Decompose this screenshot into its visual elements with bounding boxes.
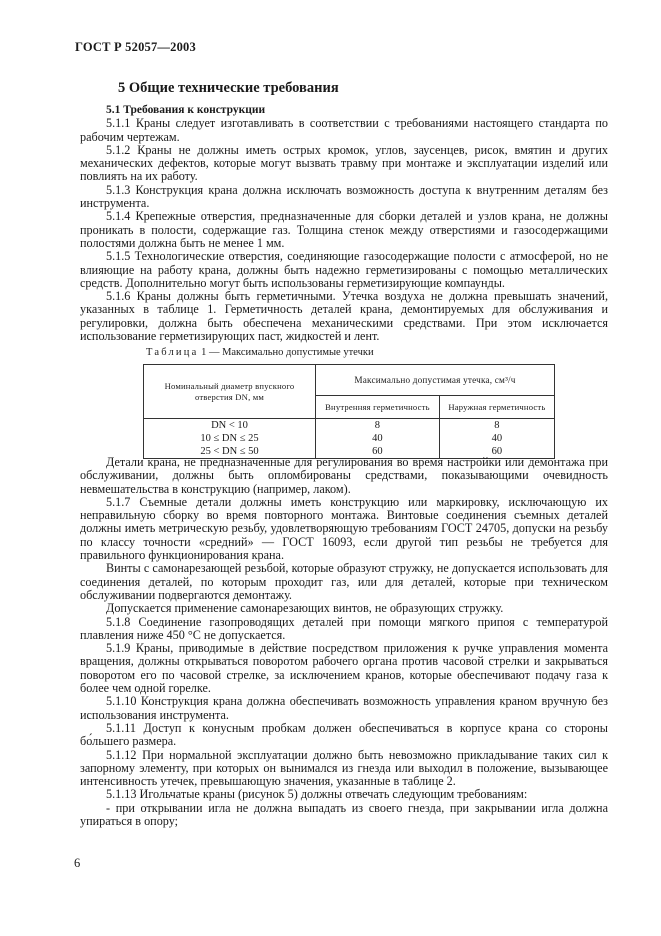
cell-external: 8 — [439, 419, 554, 433]
col-header-dn: Номинальный диаметр впускного отверстия DN, мм — [144, 365, 316, 419]
paragraph: 5.1.12 При нормальной эксплуатации должно быть невозможно прикладывание таких сил к запорному элементу, при которых он вынимался из гнезда или выходил в положение, вызывающее интенсивность утечек, превышающую значения, указанные в таблице 2. — [80, 747, 608, 789]
cell-dn: DN < 10 — [144, 419, 316, 433]
col-header-external: Наружная герметичность — [439, 396, 554, 419]
col-header-leakage: Максимально допустимая утечка, см³/ч — [316, 365, 555, 396]
body-text-bottom — [80, 456, 608, 828]
table-row — [144, 432, 555, 445]
cell-external: 60 — [439, 445, 554, 459]
table-caption-word: Таблица — [146, 347, 199, 358]
table-row — [144, 419, 555, 433]
cell-external: 40 — [439, 432, 554, 445]
paragraph: 5.1.1 Краны следует изготавливать в соответствии с требованиями настоящего стандарта по рабочим чертежам. — [80, 116, 608, 144]
list-item: - при открывании игла не должна выпадать из своего гнезда, при закрывании игла должна упираться в опору; — [80, 800, 608, 829]
body-text-top — [80, 104, 608, 343]
paragraph: 5.1.13 Игольчатые краны (рисунок 5) должны отвечать следующим требованиям: — [106, 787, 528, 802]
paragraph: 5.1.2 Краны не должны иметь острых кромок, углов, заусенцев, рисок, вмятин и других механических дефектов, которые могут вызвать травму при монтаже и эксплуатации изделий или повлиять на их работу. — [80, 142, 608, 184]
col-header-internal: Внутренняя герметичность — [316, 396, 440, 419]
paragraph: 5.1.10 Конструкция крана должна обеспечивать возможность управления краном вручную без использования инструмента. — [80, 694, 608, 722]
paragraph: Допускается применение самонарезающих винтов, не образующих стружку. — [106, 601, 504, 616]
table-caption — [146, 347, 374, 358]
leakage-table — [143, 364, 555, 459]
cell-internal: 8 — [316, 419, 440, 433]
cell-dn: 25 < DN ≤ 50 — [144, 445, 316, 459]
paragraph: 5.1.3 Конструкция крана должна исключать возможность доступа к внутренним деталям без инструмента. — [80, 182, 608, 211]
paragraph: 5.1.6 Краны должны быть герметичными. Утечка воздуха не должна превышать значений, указанных в таблице 1. Герметичность деталей крана, демонтируемых для обслуживания и регулировки, должна быть обеспечена механическими средствами. При этом исключается использование герметизирующих паст, жидкостей и лент. — [80, 289, 608, 344]
standard-header: ГОСТ Р 52057—2003 — [75, 40, 196, 54]
paragraph: Винты с самонарезающей резьбой, которые образуют стружку, не допускается использовать для соединения деталей, по которым проходит газ, или для деталей, которые при техническом обслуживании подвергаются демонтажу. — [80, 561, 608, 602]
cell-internal: 60 — [316, 445, 440, 459]
paragraph: 5.1.8 Соединение газопроводящих деталей при помощи мягкого припоя с температурой плавления ниже 450 °С не допускается. — [80, 614, 608, 642]
paragraph: 5.1.5 Технологические отверстия, соединяющие газосодержащие полости с атмосферой, но не влияющие на работу крана, должны быть надежно герметизированы с помощью металлических средств. Дополнительно могут быть использованы герметизирующие компаунды. — [80, 249, 608, 290]
paragraph: 5.1.4 Крепежные отверстия, предназначенные для сборки деталей и узлов крана, не должны проникать в полости, содержащие газ. Толщина стенок между отверстиями и газосодержащими полостями должна быть не менее 1 мм. — [80, 209, 608, 250]
paragraph: 5.1.9 Краны, приводимые в действие посредством приложения к ручке управления момента вращения, должны открываться поворотом рабочего органа против часовой стрелки и закрываться поворотом его по часовой стрелке, за исключением кранов, которые обеспечивают подачу газа к более чем одной горелке. — [80, 641, 608, 696]
paragraph: 5.1.7 Съемные детали должны иметь конструкцию или маркировку, исключающую их неправильную сборку во время повторного монтажа. Винтовые соединения съемных деталей должны иметь метрическую резьбу, удовлетворяющую требованиям ГОСТ 24705, допуски на резьбу по классу точности «средний» — ГОСТ 16093, если другой тип резьбы не требуется для правильного функционирования крана. — [80, 494, 608, 563]
subsection-title: 5.1 Требования к конструкции — [106, 104, 266, 116]
paragraph: 5.1.11 Доступ к конусным пробкам должен обеспечиваться в корпусе крана со стороны бо́льшего размера. — [80, 720, 608, 749]
paragraph: Детали крана, не предназначенные для регулирования во время настройки или демонтажа при обслуживании, должны быть опломбированы средствами, показывающими очевидность невмешательства в конструкцию (например, лаком). — [80, 455, 608, 496]
page-number: 6 — [74, 856, 81, 870]
cell-dn: 10 ≤ DN ≤ 25 — [144, 432, 316, 445]
section-title: 5 Общие технические требования — [118, 80, 339, 96]
table-caption-text: 1 — Максимально допустимые утечки — [198, 347, 374, 358]
cell-internal: 40 — [316, 432, 440, 445]
